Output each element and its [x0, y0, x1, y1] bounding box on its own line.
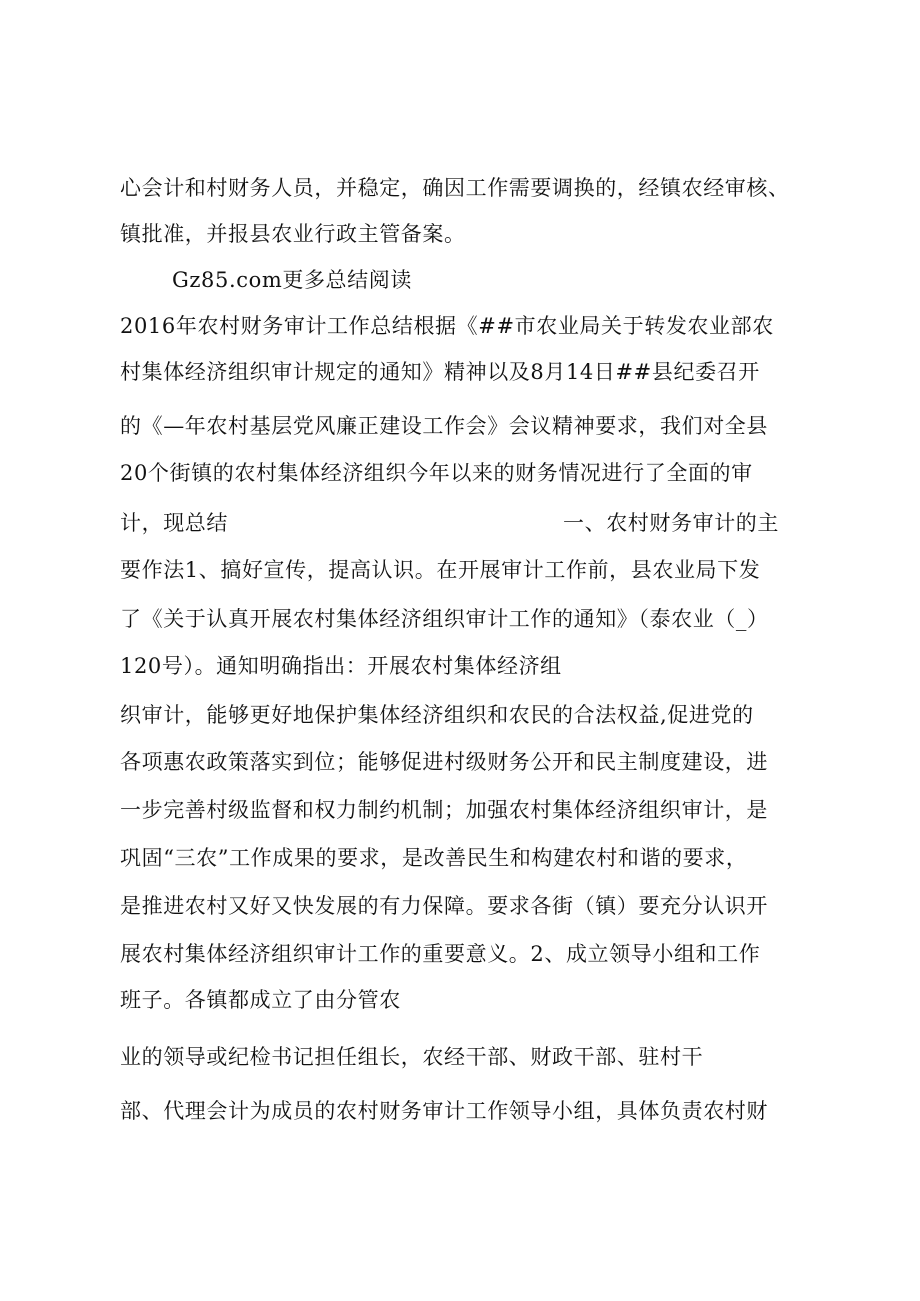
text-line: 展农村集体经济组织审计工作的重要意义。2、成立领导小组和工作 [120, 942, 761, 966]
text-line: 要作法1、搞好宣传，提高认识。在开展审计工作前，县农业局下发 [120, 558, 761, 582]
text-line: Gz85.com更多总结阅读 [172, 268, 412, 292]
text-line: 织审计，能够更好地保护集体经济组织和农民的合法权益,促进党的 [120, 703, 754, 727]
text-line: 心会计和村财务人员，并稳定，确因工作需要调换的，经镇农经审核、 [120, 176, 790, 200]
text-line: 部、代理会计为成员的农村财务审计工作领导小组，具体负责农村财 [120, 1099, 768, 1123]
text-line: 一步完善村级监督和权力制约机制；加强农村集体经济组织审计，是 [120, 798, 768, 822]
text-line: 的《—年农村基层党风廉正建设工作会》会议精神要求，我们对全县 [120, 414, 768, 438]
section-heading: 一、农村财务审计的主 [563, 511, 779, 535]
text-line: 2016年农村财务审计工作总结根据《##市农业局关于转发农业部农 [120, 314, 774, 338]
text-line: 业的领导或纪检书记担任组长，农经干部、财政干部、驻村干 [120, 1045, 704, 1069]
text-line: 各项惠农政策落实到位；能够促进村级财务公开和民主制度建设，进 [120, 750, 768, 774]
text-line: 巩固“三农”工作成果的要求，是改善民生和构建农村和谐的要求， [120, 846, 748, 870]
text-line: 班子。各镇都成立了由分管农 [120, 988, 401, 1012]
text-line: 120号）。通知明确指出：开展农村集体经济组 [120, 654, 562, 678]
text-line: 村集体经济组织审计规定的通知》精神以及8月14日##县纪委召开 [120, 360, 760, 384]
text-line: 20个街镇的农村集体经济组织今年以来的财务情况进行了全面的审 [120, 461, 753, 485]
text-line: 计，现总结 [120, 511, 228, 535]
text-line: 是推进农村又好又快发展的有力保障。要求各街（镇）要充分认识开 [120, 894, 768, 918]
text-line: 镇批准，并报县农业行政主管备案。 [120, 222, 466, 246]
text-line: 了《关于认真开展农村集体经济组织审计工作的通知》（泰农业（_） [120, 607, 769, 631]
